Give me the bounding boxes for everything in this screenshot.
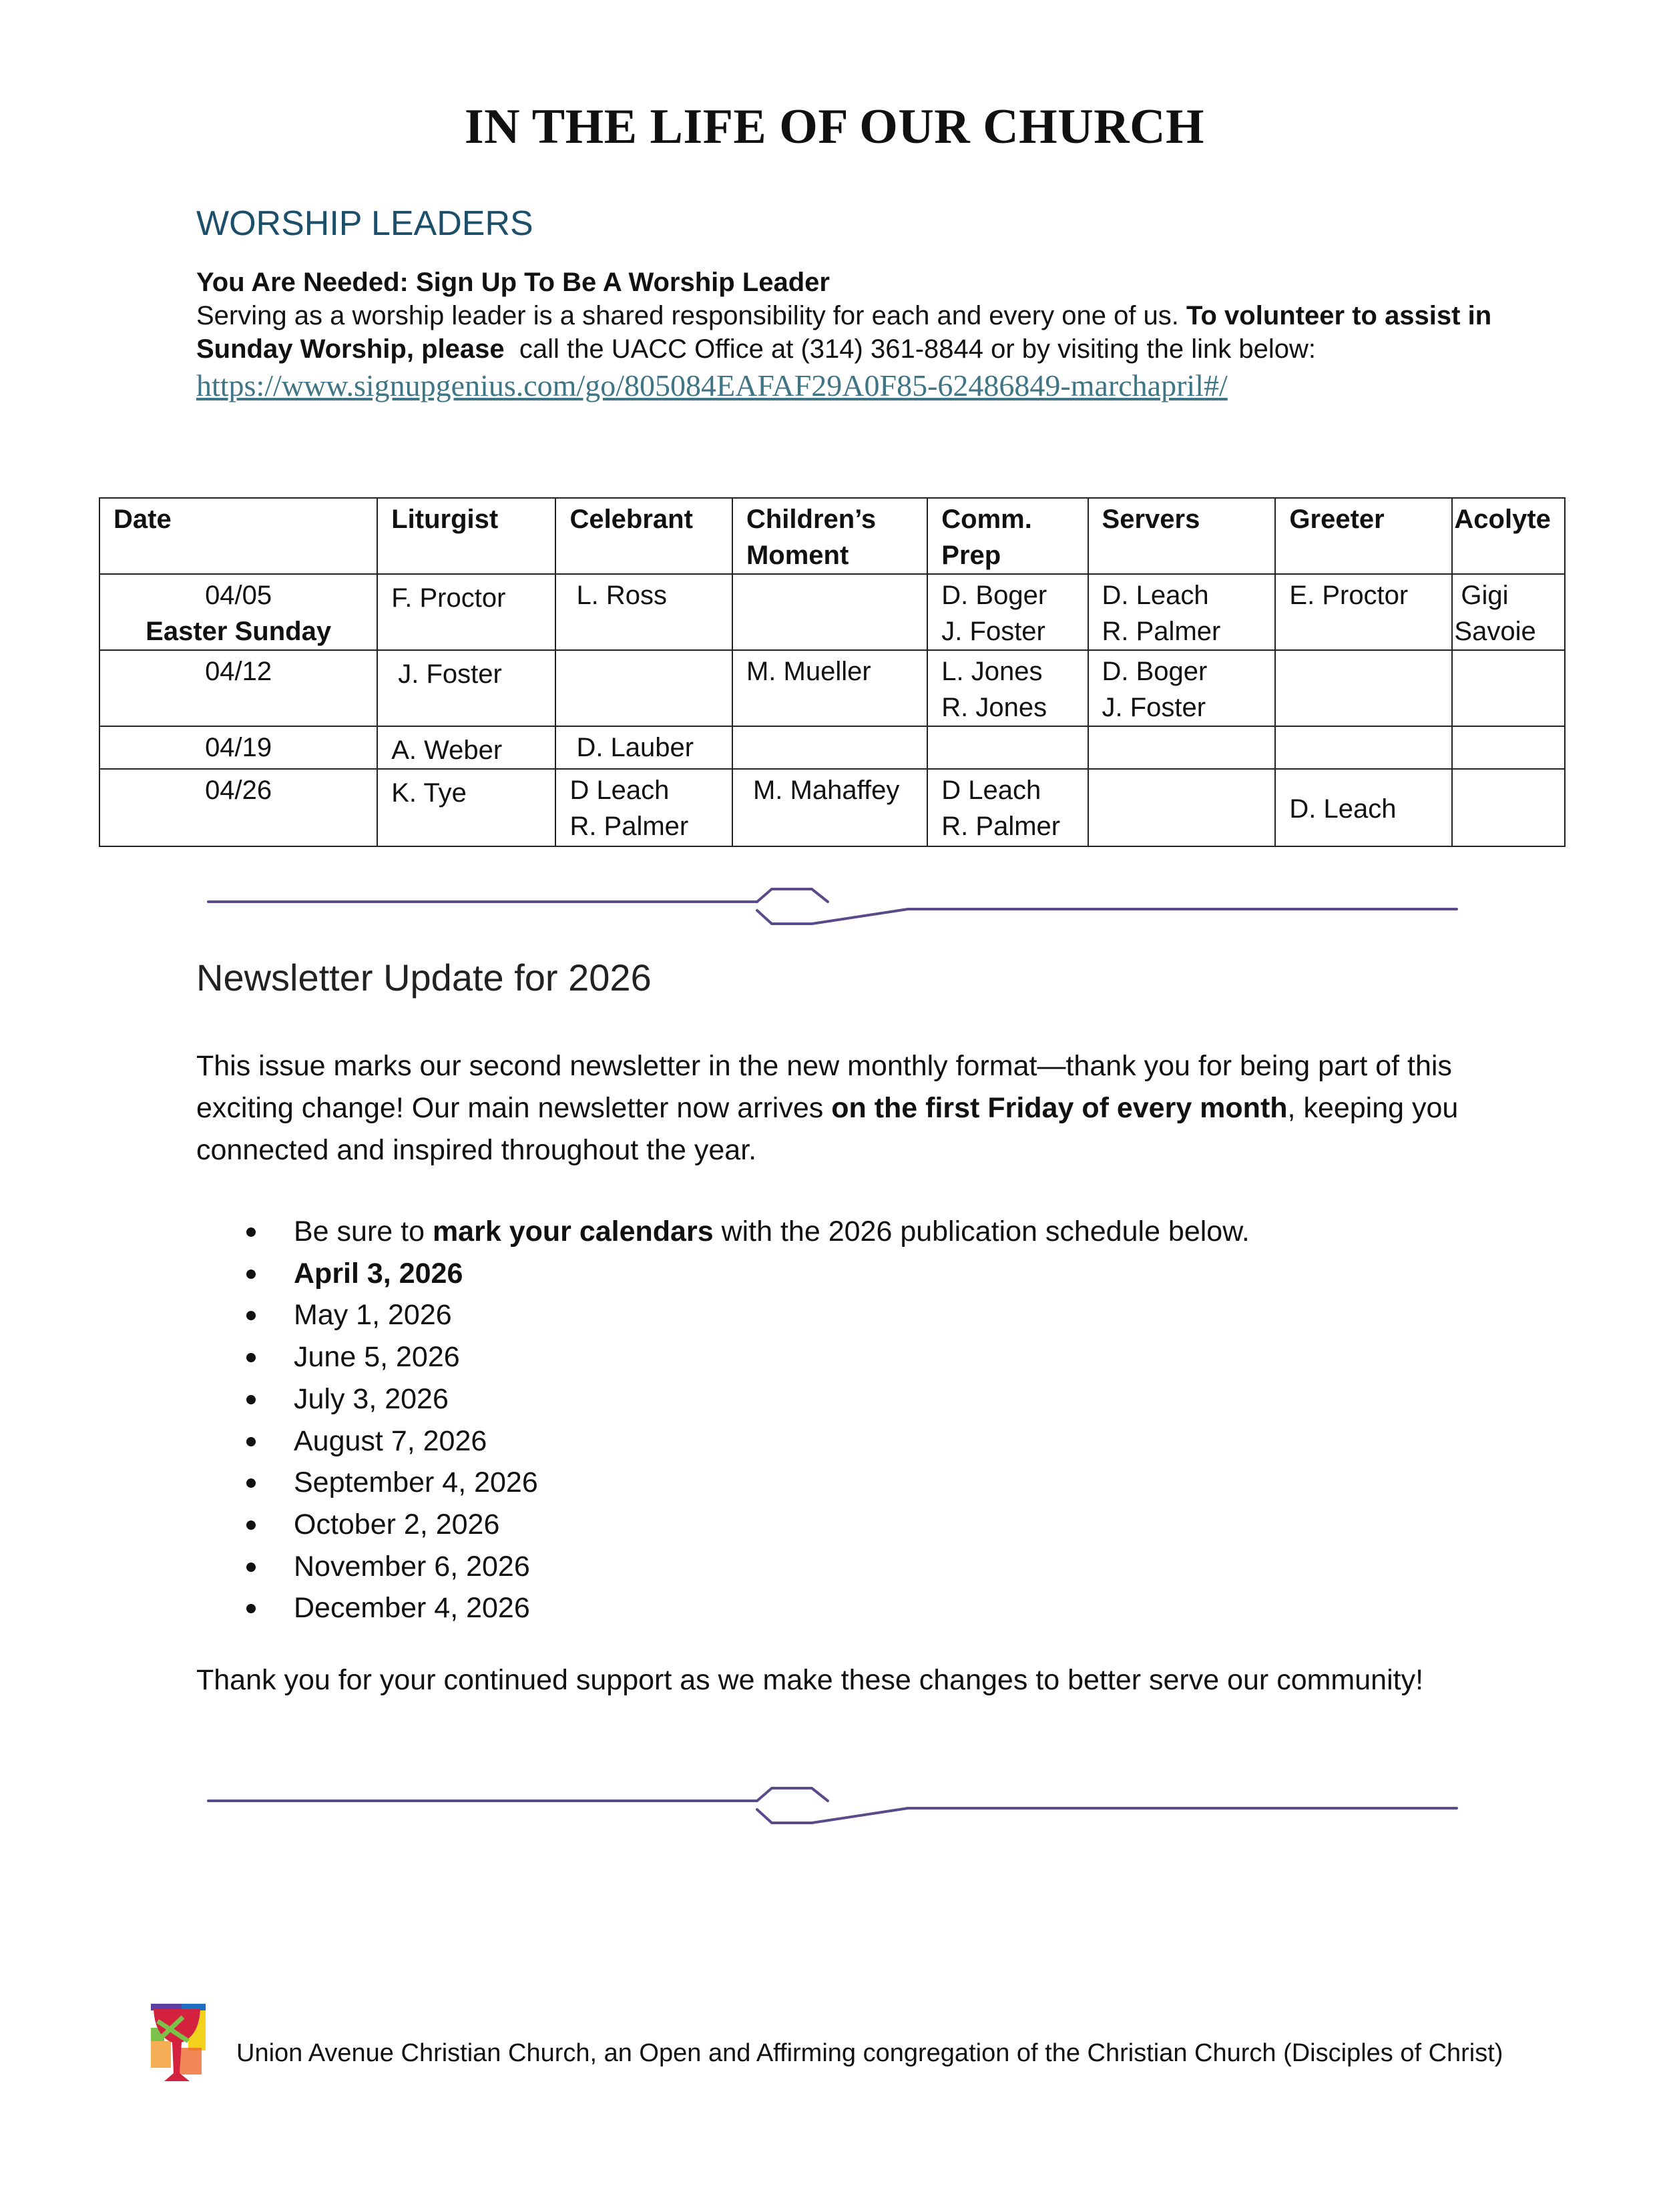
signup-subheading: You Are Needed: Sign Up To Be A Worship Leader — [196, 268, 830, 297]
date: December 4, 2026 — [294, 1592, 530, 1625]
acolyte-cell — [1452, 650, 1565, 726]
greeter-cell — [1275, 650, 1452, 726]
signup-link[interactable]: https://www.signupgenius.com/go/805084EAFAF29A0F85-62486849-marchapril#/ — [196, 368, 1228, 402]
newsletter-paragraph — [196, 1045, 1505, 1171]
bullet-icon — [246, 1437, 256, 1446]
servers-cell — [1088, 574, 1276, 650]
date-cell: 04/19 — [99, 726, 377, 769]
hexagon-divider — [200, 880, 1469, 926]
bullet-icon — [246, 1395, 256, 1404]
bullet-icon — [246, 1604, 256, 1613]
bullet-icon — [246, 1478, 256, 1488]
table-row — [99, 650, 1565, 726]
date-bold: April 3, 2026 — [294, 1257, 463, 1290]
date-cell: 04/26 — [99, 769, 377, 846]
text: Be sure to — [294, 1215, 433, 1248]
publication-schedule-list — [196, 1211, 1250, 1629]
header-date: Date — [99, 498, 377, 574]
table-header-row — [99, 498, 1565, 574]
para-text: This issue marks our second newsletter in the new monthly format—thank you for being part of this exciting change! Our main newsletter now arrives — [196, 1050, 1452, 1124]
acolyte-cell — [1452, 726, 1565, 769]
chalice-logo-icon — [148, 2001, 208, 2088]
list-item — [294, 1336, 1250, 1378]
list-item — [294, 1462, 1250, 1504]
liturgist-cell: J. Foster — [377, 650, 555, 726]
bullet-icon — [246, 1563, 256, 1572]
name: Gigi — [1461, 581, 1509, 610]
intro-bold: To volunteer to assist in Sunday Worship, please — [196, 301, 1492, 364]
name: L. Jones — [941, 657, 1043, 686]
bullet-icon — [246, 1270, 256, 1279]
name: J. Foster — [941, 617, 1045, 646]
date: September 4, 2026 — [294, 1466, 538, 1499]
text: with the 2026 publication schedule below. — [713, 1215, 1250, 1248]
list-item — [294, 1546, 1250, 1588]
worship-leaders-heading: WORSHIP LEADERS — [196, 204, 533, 243]
liturgist-cell: A. Weber — [377, 726, 555, 769]
servers-cell — [1088, 650, 1276, 726]
bullet-icon — [246, 1520, 256, 1530]
table-row — [99, 726, 1565, 769]
childrens-moment-cell: M. Mueller — [732, 650, 927, 726]
name: D. Boger — [1102, 657, 1208, 686]
childrens-moment-cell — [732, 726, 927, 769]
greeter-cell — [1275, 726, 1452, 769]
intro-text-2: call the UACC Office at (314) 361-8844 or by visiting the link below: — [504, 334, 1317, 364]
list-item — [294, 1504, 1250, 1546]
table-row — [99, 769, 1565, 846]
celebrant-cell — [555, 650, 732, 726]
childrens-moment-cell: M. Mahaffey — [732, 769, 927, 846]
name: D. Leach — [1102, 581, 1209, 610]
list-item — [294, 1253, 1250, 1295]
newsletter-heading: Newsletter Update for 2026 — [196, 956, 652, 999]
name: Savoie — [1454, 617, 1536, 646]
date: November 6, 2026 — [294, 1550, 530, 1583]
text-bold: mark your calendars — [432, 1215, 714, 1248]
celebrant-cell: L. Ross — [555, 574, 732, 650]
name: R. Palmer — [941, 812, 1061, 841]
date-cell — [99, 574, 377, 650]
header-comm-prep: Comm. Prep — [927, 498, 1088, 574]
date: October 2, 2026 — [294, 1508, 500, 1541]
greeter-cell: E. Proctor — [1275, 574, 1452, 650]
name: R. Palmer — [569, 812, 689, 841]
name: D Leach — [569, 776, 670, 805]
name: R. Palmer — [1102, 617, 1221, 646]
bullet-icon — [246, 1353, 256, 1362]
celebrant-cell — [555, 769, 732, 846]
date: June 5, 2026 — [294, 1341, 460, 1374]
list-item — [294, 1587, 1250, 1629]
date: August 7, 2026 — [294, 1424, 487, 1457]
comm-prep-cell — [927, 769, 1088, 846]
date-cell: 04/12 — [99, 650, 377, 726]
list-item — [294, 1378, 1250, 1420]
liturgist-cell: K. Tye — [377, 769, 555, 846]
list-item — [294, 1420, 1250, 1462]
date: May 1, 2026 — [294, 1299, 452, 1332]
servers-cell — [1088, 769, 1276, 846]
intro-text: Serving as a worship leader is a shared responsibility for each and every one of us. — [196, 301, 1187, 330]
table-row — [99, 574, 1565, 650]
date-note: Easter Sunday — [146, 617, 332, 646]
name: D Leach — [941, 776, 1041, 805]
comm-prep-cell — [927, 726, 1088, 769]
acolyte-cell — [1452, 769, 1565, 846]
comm-prep-cell — [927, 650, 1088, 726]
footer-text: Union Avenue Christian Church, an Open and Affirming congregation of the Christian Church (Disciples of Christ) — [236, 2039, 1503, 2067]
hexagon-divider — [200, 1779, 1469, 1826]
header-servers: Servers — [1088, 498, 1276, 574]
list-item — [294, 1294, 1250, 1336]
worship-intro — [196, 266, 1558, 404]
header-acolyte: Acolyte — [1452, 498, 1565, 574]
header-childrens-moment: Children’s Moment — [732, 498, 927, 574]
childrens-moment-cell — [732, 574, 927, 650]
bullet-icon — [246, 1311, 256, 1320]
header-greeter: Greeter — [1275, 498, 1452, 574]
name: D. Boger — [941, 581, 1047, 610]
comm-prep-cell — [927, 574, 1088, 650]
worship-schedule-table — [99, 497, 1566, 847]
page-title: IN THE LIFE OF OUR CHURCH — [464, 99, 1205, 154]
para-text-2: , keeping you connected and inspired throughout the year. — [196, 1092, 1459, 1166]
thanks-text: Thank you for your continued support as we make these changes to better serve our community! — [196, 1664, 1424, 1696]
name: R. Jones — [941, 693, 1047, 722]
servers-cell — [1088, 726, 1276, 769]
header-celebrant: Celebrant — [555, 498, 732, 574]
name: J. Foster — [1102, 693, 1206, 722]
date: July 3, 2026 — [294, 1382, 449, 1415]
bullet-icon — [246, 1227, 256, 1237]
acolyte-cell — [1452, 574, 1565, 650]
list-item — [294, 1211, 1250, 1253]
header-liturgist: Liturgist — [377, 498, 555, 574]
liturgist-cell: F. Proctor — [377, 574, 555, 650]
celebrant-cell: D. Lauber — [555, 726, 732, 769]
greeter-cell: D. Leach — [1275, 769, 1452, 846]
date: 04/05 — [205, 581, 272, 610]
para-bold: on the first Friday of every month — [831, 1092, 1288, 1124]
